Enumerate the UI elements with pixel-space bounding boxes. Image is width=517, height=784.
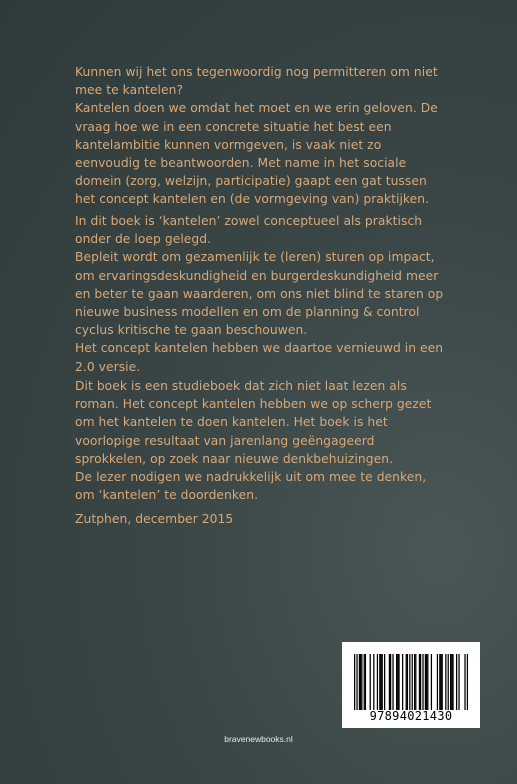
barcode-bar: [390, 654, 391, 710]
barcode-bar: [427, 654, 428, 710]
barcode-bar: [442, 654, 443, 710]
barcode-bar: [420, 654, 421, 710]
blurb-text: Kantelen doen we omdat het moet en we erin geloven. De vraag hoe we in een concrete situatie het best een kantelambitie kunnen vormgeven, is vaak niet zo eenvoudig te beantwoorden. Met name in het sociale domein (zorg, welzijn, participatie) gaapt een gat tussen het concept kantelen en (de vormgeving van) praktijken.: [75, 101, 438, 207]
blurb-text: Bepleit wordt om gezamenlijk te (leren) sturen op impact, om ervaringsdeskundigheid en burgerdeskundigheid meer en beter te gaan waarderen, om ons niet blind te staren op nieuwe business modellen en om de planning & control cyclus kritische te gaan beschouwen.: [75, 250, 444, 338]
barcode-bar: [380, 654, 381, 710]
barcode-bar: [396, 654, 397, 710]
barcode-bar: [437, 654, 438, 710]
barcode-bar: [426, 654, 427, 710]
barcode-bar: [402, 654, 403, 710]
barcode-bar: [414, 654, 415, 710]
blurb-text: Dit boek is een studieboek dat zich niet laat lezen als roman. Het concept kantelen hebben we op scherp gezet om het kantelen te doen kantelen. Het boek is het voorlopige resultaat van jarenlang geëngageerd sprokkelen, op zoek naar nieuwe denkbehuizingen.: [75, 379, 432, 466]
barcode-bar: [361, 654, 362, 710]
barcode-bar: [364, 654, 365, 710]
barcode-bar: [456, 654, 457, 710]
barcode-bar: [379, 654, 380, 710]
publisher-name: bravenewbooks.nl: [224, 734, 293, 744]
barcode-bar: [419, 654, 420, 710]
barcode-bar: [415, 654, 416, 710]
barcode-bar: [452, 654, 453, 710]
barcode-bar: [406, 654, 407, 710]
barcode-bar: [458, 654, 459, 710]
barcode-bar: [407, 654, 408, 710]
barcode-bar: [382, 654, 383, 710]
blurb-text: Het concept kantelen hebben we daartoe vernieuwd in een 2.0 versie.: [75, 341, 444, 374]
barcode-bar: [422, 654, 423, 710]
barcode-bars: [354, 654, 468, 710]
barcode-bar: [467, 654, 468, 710]
barcode-bar: [448, 654, 449, 710]
barcode-bar: [450, 654, 451, 710]
barcode-bar: [389, 654, 390, 710]
barcode-bar: [451, 654, 452, 710]
signoff-text: Zutphen, december 2015: [75, 512, 234, 526]
barcode-bar: [359, 654, 360, 710]
blurb-text: In dit boek is ‘kantelen’ zowel conceptueel als praktisch onder de loep gelegd.: [75, 214, 423, 247]
isbn-barcode: [342, 642, 480, 728]
barcode-bar: [365, 654, 366, 710]
barcode-bar: [412, 654, 413, 710]
blurb-text: De lezer nodigen we nadrukkelijk uit om mee te denken, om ‘kantelen’ te doordenken.: [75, 470, 427, 503]
blurb-paragraph-1: [75, 63, 445, 209]
barcode-bar: [398, 654, 399, 710]
blurb-paragraph-2: [75, 212, 445, 376]
barcode-bar: [354, 654, 355, 710]
barcode-bar: [356, 654, 357, 710]
barcode-bar: [392, 654, 393, 710]
barcode-bar: [445, 654, 446, 710]
blurb-signoff: [75, 510, 445, 528]
barcode-bar: [439, 654, 440, 710]
barcode-bar: [397, 654, 398, 710]
barcode-bar: [384, 654, 385, 710]
barcode-bar: [464, 654, 465, 710]
barcode-bar: [370, 654, 371, 710]
barcode-bar: [360, 654, 361, 710]
blurb-paragraph-3: [75, 377, 445, 504]
barcode-bar: [440, 654, 441, 710]
barcode-bar: [425, 654, 426, 710]
barcode-bar: [377, 654, 378, 710]
blurb-question: Kunnen wij het ons tegenwoordig nog permitteren om niet mee te kantelen?: [75, 65, 438, 98]
barcode-bar: [373, 654, 374, 710]
isbn-number: 97894021430: [369, 709, 453, 723]
barcode-bar: [431, 654, 432, 710]
barcode-bar: [409, 654, 410, 710]
